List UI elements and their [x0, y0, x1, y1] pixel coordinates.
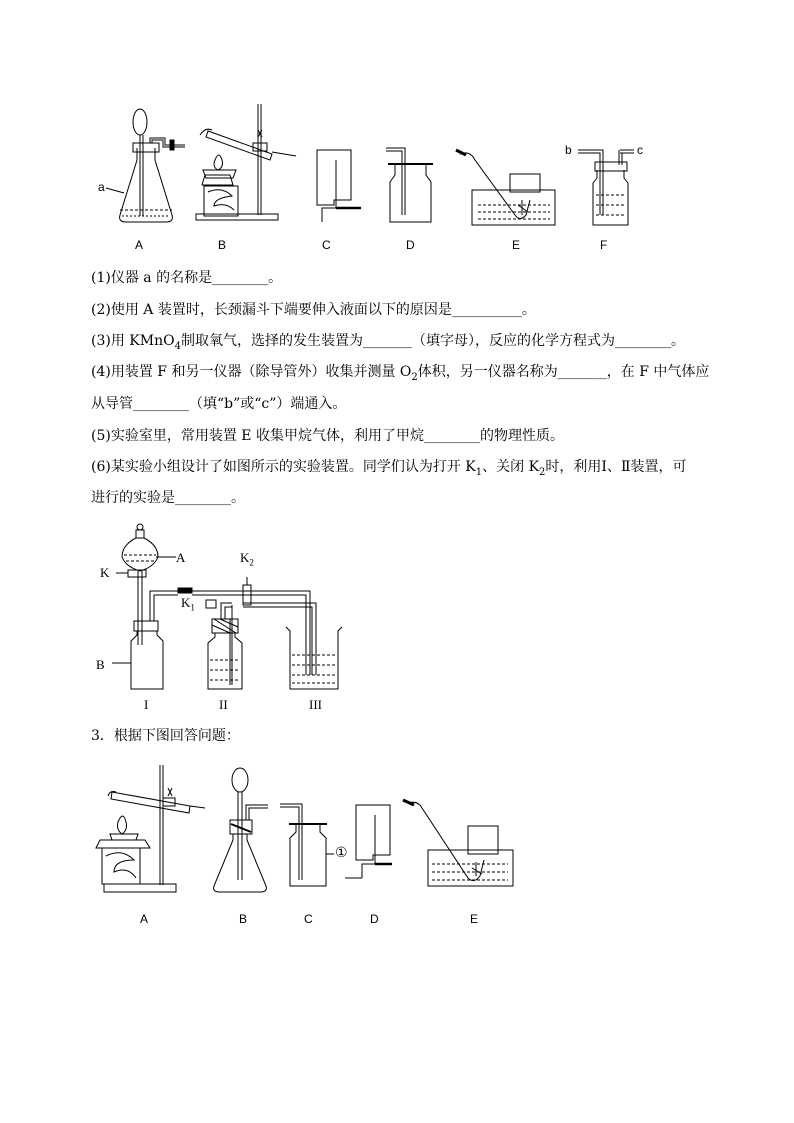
- q6-sub1: 1: [475, 466, 483, 478]
- question-4: [91, 364, 709, 386]
- fig1-label-E: E: [512, 238, 521, 252]
- apparatus-a-flask: [106, 109, 185, 222]
- figure1-apparatus: [0, 0, 794, 260]
- apparatus-f-bottle: [578, 150, 634, 225]
- fig1-label-B: B: [218, 238, 227, 252]
- fig3-label-C: C: [304, 912, 313, 926]
- label-b: b: [565, 143, 572, 157]
- apparatus-b-heating: [196, 104, 296, 220]
- fig3-label-E: E: [470, 912, 479, 926]
- question-3: [91, 333, 685, 355]
- fig2-label-K: K: [100, 565, 110, 580]
- label-a: a: [98, 180, 105, 194]
- fig2-roman-II: II: [219, 697, 228, 712]
- question-6-line2: 进行的实验是________。: [91, 490, 245, 506]
- question-5: (5)实验室里，常用装置 E 收集甲烷气体，利用了甲烷________的物理性质。: [91, 428, 564, 444]
- q3-sub: 4: [174, 340, 181, 352]
- question-6: [91, 459, 686, 481]
- question-2: (2)使用 A 装置时，长颈漏斗下端要伸入液面以下的原因是__________。: [91, 302, 536, 318]
- apparatus-e-trough: [456, 150, 555, 225]
- q3-pre: (3)用 KMnO: [91, 333, 175, 349]
- fig2-label-A: A: [176, 550, 186, 565]
- k1-main: K: [181, 595, 191, 610]
- k2-sub: 2: [249, 557, 254, 568]
- fig3-label-B: B: [239, 912, 248, 926]
- q3-post: 制取氧气，选择的发生装置为_______（填字母），反应的化学方程式为________。: [180, 333, 685, 349]
- q6-sub2: 2: [539, 466, 546, 478]
- f3-apparatus-b: [214, 768, 268, 892]
- k2-main: K: [240, 550, 250, 565]
- section3-heading: 3．根据下图回答问题：: [91, 728, 240, 744]
- bottle-II: [206, 577, 316, 689]
- fig1-label-D: D: [406, 238, 415, 252]
- fig2-label-B: B: [96, 657, 105, 672]
- f3-apparatus-d: [345, 805, 392, 878]
- fig2-label-K2: [240, 550, 254, 568]
- apparatus-d-bottle: [386, 148, 433, 222]
- fig1-label-F: F: [600, 238, 608, 252]
- fig3-label-D: D: [370, 912, 379, 926]
- f3-apparatus-c: [280, 804, 334, 886]
- figure3-apparatus: [0, 760, 794, 940]
- apparatus-c-bottle: [317, 150, 361, 222]
- f3-apparatus-e: [403, 800, 513, 886]
- circle-label-1: ①: [335, 846, 348, 861]
- k1-sub: 1: [190, 602, 195, 613]
- question-4-line2: 从导管________（填“b”或“c”）端通入。: [91, 396, 347, 412]
- fig1-label-C: C: [322, 238, 331, 252]
- q4-sub: 2: [411, 371, 418, 383]
- q4-post: 体积，另一仪器名称为_______，在 F 中气体应: [417, 364, 710, 380]
- beaker-III: [286, 627, 342, 689]
- question-1: (1)仪器 a 的名称是________。: [91, 270, 283, 286]
- q6-b: 、关闭 K: [482, 459, 540, 475]
- separatory-funnel: [116, 524, 176, 645]
- fig2-roman-III: III: [309, 697, 322, 712]
- q6-c: 时，利用Ⅰ、Ⅱ装置，可: [545, 459, 687, 475]
- q6-a: (6)某实验小组设计了如图所示的实验装置。同学们认为打开 K: [91, 459, 476, 475]
- q4-pre: (4)用装置 F 和另一仪器（除导管外）收集并测量 O: [91, 364, 412, 380]
- f3-apparatus-a: [96, 765, 205, 892]
- label-c: c: [637, 143, 643, 157]
- fig2-roman-I: I: [144, 697, 149, 712]
- fig3-label-A: A: [140, 912, 149, 926]
- fig2-label-K1: [181, 595, 195, 613]
- figure2-apparatus: [0, 515, 794, 715]
- fig1-label-A: A: [135, 238, 144, 252]
